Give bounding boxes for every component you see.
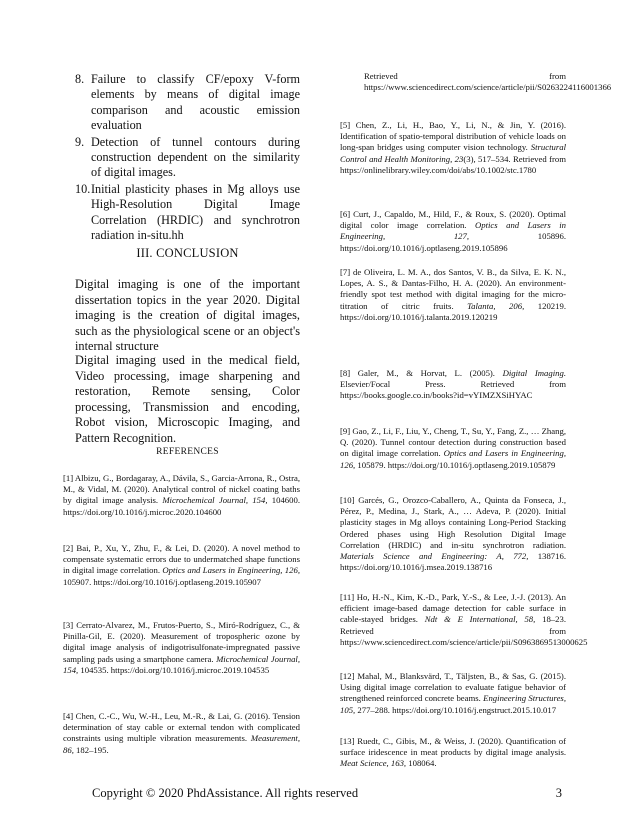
numbered-list [75, 72, 300, 244]
reference-entry: [11] Ho, H.-N., Kim, K.-D., Park, Y.-S., & Lee, J.-J. (2013). An efficient image-based damage detection for cable surface in cable-stayed bridges. Ndt & E International, 58, 18–23. Retrieved from https://www.sciencedirect.com/science/article/pii/S0963869513000625 [340, 592, 588, 647]
copyright-text: Copyright © 2020 PhdAssistance. All rights reserved [92, 786, 359, 800]
reference-entry: [13] Ruedt, C., Gibis, M., & Weiss, J. (2020). Quantification of surface iridescence in meat products by digital image analysis. Meat Science, 163, 108064. [340, 736, 566, 769]
reference-entry: [2] Bai, P., Xu, Y., Zhu, F., & Lei, D. (2020). A novel method to compensate systematic errors due to undermatched shape functions in digital image correlation. Optics and Lasers in Engineering, 126, 105907. https://doi.org/10.1016/j.optlaseng.2019.105907 [63, 543, 301, 587]
reference-entry: [3] Cerrato-Alvarez, M., Frutos-Puerto, S., Miró-Rodríguez, C., & Pinilla-Gil, E. (2020). Measurement of tropospheric ozone by digital image analysis of indigotrisulfonate-impregnated passive sampling pads using a smartphone camera. Microchemical Journal, 154, 104535. https://doi.org/10.1016/j.microc.2019.104535 [63, 620, 300, 675]
reference-entry: [10] Garcés, G., Orozco-Caballero, A., Quinta da Fonseca, J., Pérez, P., Medina, J., Stark, A., … Adeva, P. (2020). Initial plasticity stages in Mg alloys containing Long-Period Stacking Ordered phases using High Resolution Digital Image Correlation (HRDIC) and in-situ synchrotron radiation. Materials Science and Engineering: A, 772, 138716. https://doi.org/10.1016/j.msea.2019.138716 [340, 495, 566, 573]
reference-entry: [4] Chen, C.-C., Wu, W.-H., Leu, M.-R., & Lai, G. (2016). Tension determination of stay cable or external tendon with complicated constraints using multiple vibration measurements. Measurement, 86, 182–195. [63, 711, 300, 755]
list-item: 9. Detection of tunnel contours during construction dependent on the similarity of digital images. [75, 134, 300, 180]
conclusion-paragraph: Digital imaging used in the medical field, Video processing, image sharpening and restoration, Remote sensing, Color processing, Transmission and encoding, Robot vision, Microscopic Imaging, and Pattern Recognition. [75, 353, 300, 445]
list-item: 8. Failure to classify CF/epoxy V-form elements by means of digital image comparison and acoustic emission evaluation [75, 72, 300, 133]
reference-entry: [9] Gao, Z., Li, F., Liu, Y., Cheng, T., Su, Y., Fang, Z., … Zhang, Q. (2020). Tunnel contour detection during construction based on digital image correlation. Optics and Lasers in Engineering, 126, 105879. https://doi.org/10.1016/j.optlaseng.2019.105879 [340, 426, 566, 470]
conclusion-paragraph: Digital imaging is one of the important dissertation topics in the year 2020. Digital imaging is the creation of digital images, such as the physiological scene or an object's internal structure [75, 277, 300, 354]
reference-entry: [5] Chen, Z., Li, H., Bao, Y., Li, N., & Jin, Y. (2016). Identification of spatio-temporal distribution of vehicle loads on long-span bridges using computer vision technology. Structural Control and Health Monitoring, 23(3), 517–534. Retrieved from https://onlinelibrary.wiley.com/doi/abs/10.1002/stc.1780 [340, 120, 566, 175]
page-number: 3 [555, 786, 562, 800]
references-heading: REFERENCES [156, 447, 219, 457]
conclusion-heading: III. CONCLUSION [136, 246, 239, 260]
reference-continuation: Retrieved from https://www.sciencedirect.com/science/article/pii/S0263224116001366 [364, 71, 612, 93]
list-item: 10. Initial plasticity phases in Mg alloys use High-Resolution Digital Image Correlation (HRDIC) and synchrotron radiation in-situ.hh [75, 181, 300, 243]
reference-entry: [12] Mahal, M., Blanksvärd, T., Täljsten, B., & Sas, G. (2015). Using digital image correlation to evaluate fatigue behavior of strengthened reinforced concrete beams. Engineering Structures, 105, 277–288. https://doi.org/10.1016/j.engstruct.2015.10.017 [340, 671, 566, 715]
reference-entry: [7] de Oliveira, L. M. A., dos Santos, V. B., da Silva, E. K. N., Lopes, A. S., & Dantas-Filho, H. A. (2020). An environment-friendly spot test method with digital imaging for the micro-titration of citric fruits. Talanta, 206, 120219. https://doi.org/10.1016/j.talanta.2019.120219 [340, 267, 566, 322]
reference-entry: [1] Albizu, G., Bordagaray, A., Dávila, S., Garcia-Arrona, R., Ostra, M., & Vidal, M. (2020). Analytical control of nickel coating baths by digital image analysis. Microchemical Journal, 154, 104600. https://doi.org/10.1016/j.microc.2020.104600 [63, 473, 300, 517]
reference-entry: [6] Curt, J., Capaldo, M., Hild, F., & Roux, S. (2020). Optimal digital color image correlation. Optics and Lasers in Engineering, 127, 105896. https://doi.org/10.1016/j.optlaseng.2019.105896 [340, 209, 566, 253]
page-footer [92, 786, 562, 801]
reference-entry: [8] Galer, M., & Horvat, L. (2005). Digital Imaging. Elsevier/Focal Press. Retrieved from https://books.google.co.in/books?id=vYIMZXSiHYAC [340, 368, 566, 401]
